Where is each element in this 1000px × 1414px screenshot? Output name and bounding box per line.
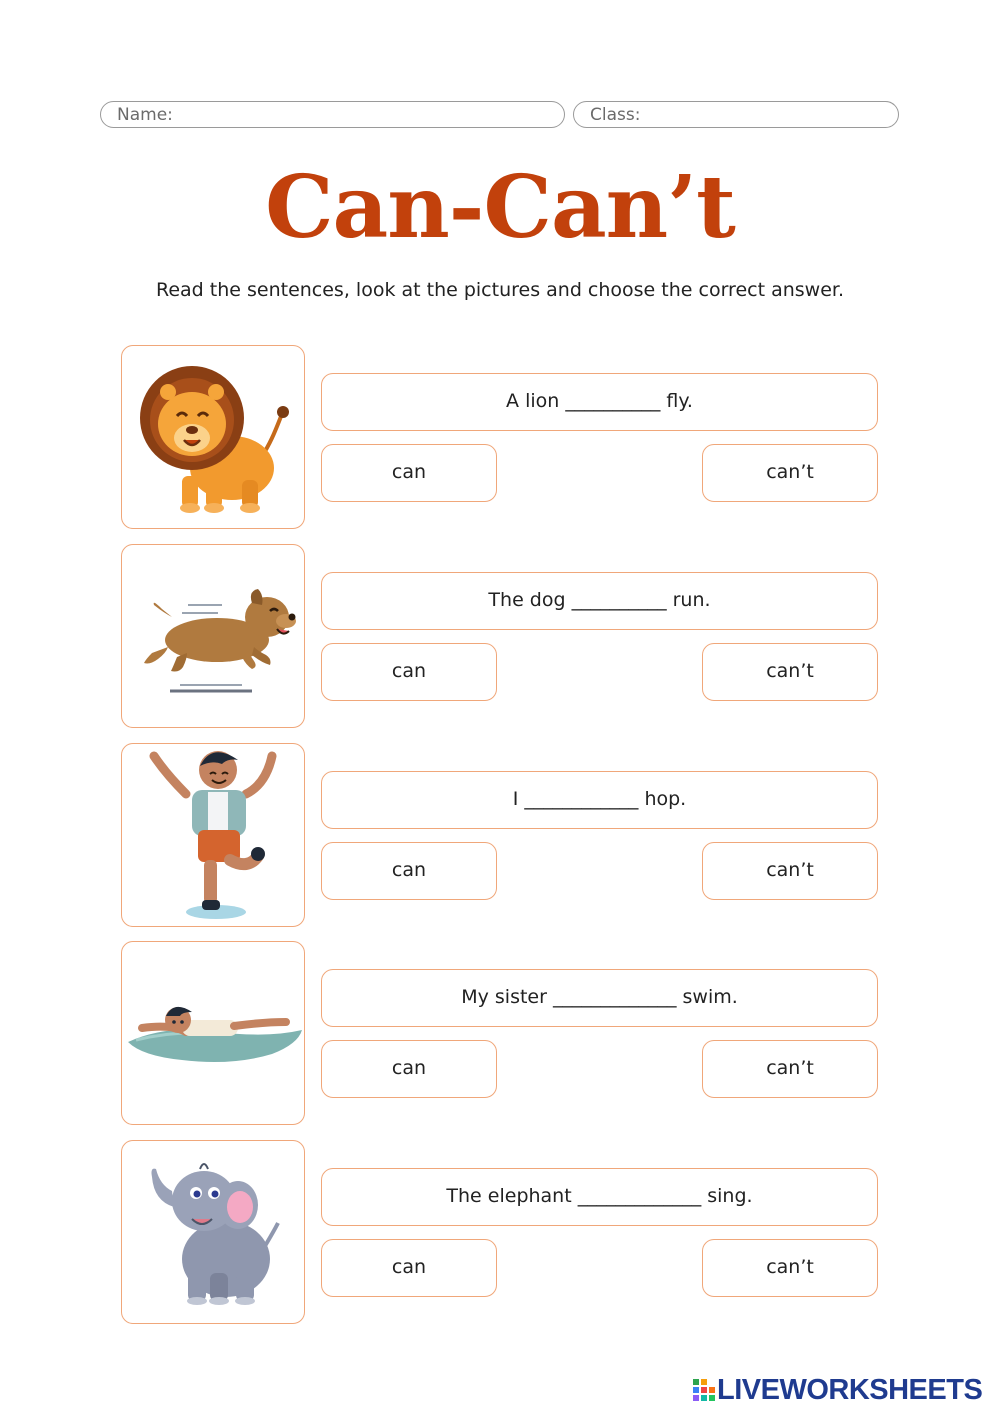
option-cant-button[interactable]: can’t bbox=[702, 842, 878, 900]
liveworksheets-logo-text: LIVEWORKSHEETS bbox=[717, 1374, 983, 1406]
picture-card bbox=[121, 544, 305, 728]
option-can-button[interactable]: can bbox=[321, 643, 497, 701]
sentence-box: A lion __________ fly. bbox=[321, 373, 878, 431]
swimming-girl-illustration bbox=[122, 942, 306, 1126]
class-label: Class: bbox=[590, 105, 641, 125]
sentence-box: My sister _____________ swim. bbox=[321, 969, 878, 1027]
question-4 bbox=[120, 941, 880, 1129]
option-cant-button[interactable]: can’t bbox=[702, 444, 878, 502]
option-can-button[interactable]: can bbox=[321, 1040, 497, 1098]
liveworksheets-logo-icon bbox=[693, 1379, 715, 1401]
question-2 bbox=[120, 544, 880, 732]
option-cant-button[interactable]: can’t bbox=[702, 1040, 878, 1098]
picture-card bbox=[121, 743, 305, 927]
worksheet-title: Can-Can’t bbox=[265, 157, 735, 258]
option-cant-button[interactable]: can’t bbox=[702, 1239, 878, 1297]
option-can-button[interactable]: can bbox=[321, 444, 497, 502]
name-label: Name: bbox=[117, 105, 173, 125]
sentence-box: I ____________ hop. bbox=[321, 771, 878, 829]
lion-illustration bbox=[122, 346, 306, 530]
sentence-box: The dog __________ run. bbox=[321, 572, 878, 630]
class-field[interactable] bbox=[573, 101, 899, 128]
name-field[interactable] bbox=[100, 101, 565, 128]
picture-card bbox=[121, 345, 305, 529]
option-can-button[interactable]: can bbox=[321, 1239, 497, 1297]
instructions: Read the sentences, look at the pictures and choose the correct answer. bbox=[155, 279, 844, 301]
option-cant-button[interactable]: can’t bbox=[702, 643, 878, 701]
sentence-box: The elephant _____________ sing. bbox=[321, 1168, 878, 1226]
liveworksheets-logo bbox=[693, 1374, 993, 1406]
running-dog-illustration bbox=[122, 545, 306, 729]
question-1 bbox=[120, 345, 880, 533]
picture-card bbox=[121, 941, 305, 1125]
elephant-illustration bbox=[122, 1141, 306, 1325]
picture-card bbox=[121, 1140, 305, 1324]
question-3 bbox=[120, 743, 880, 931]
option-can-button[interactable]: can bbox=[321, 842, 497, 900]
hopping-boy-illustration bbox=[122, 744, 306, 928]
question-5 bbox=[120, 1140, 880, 1328]
